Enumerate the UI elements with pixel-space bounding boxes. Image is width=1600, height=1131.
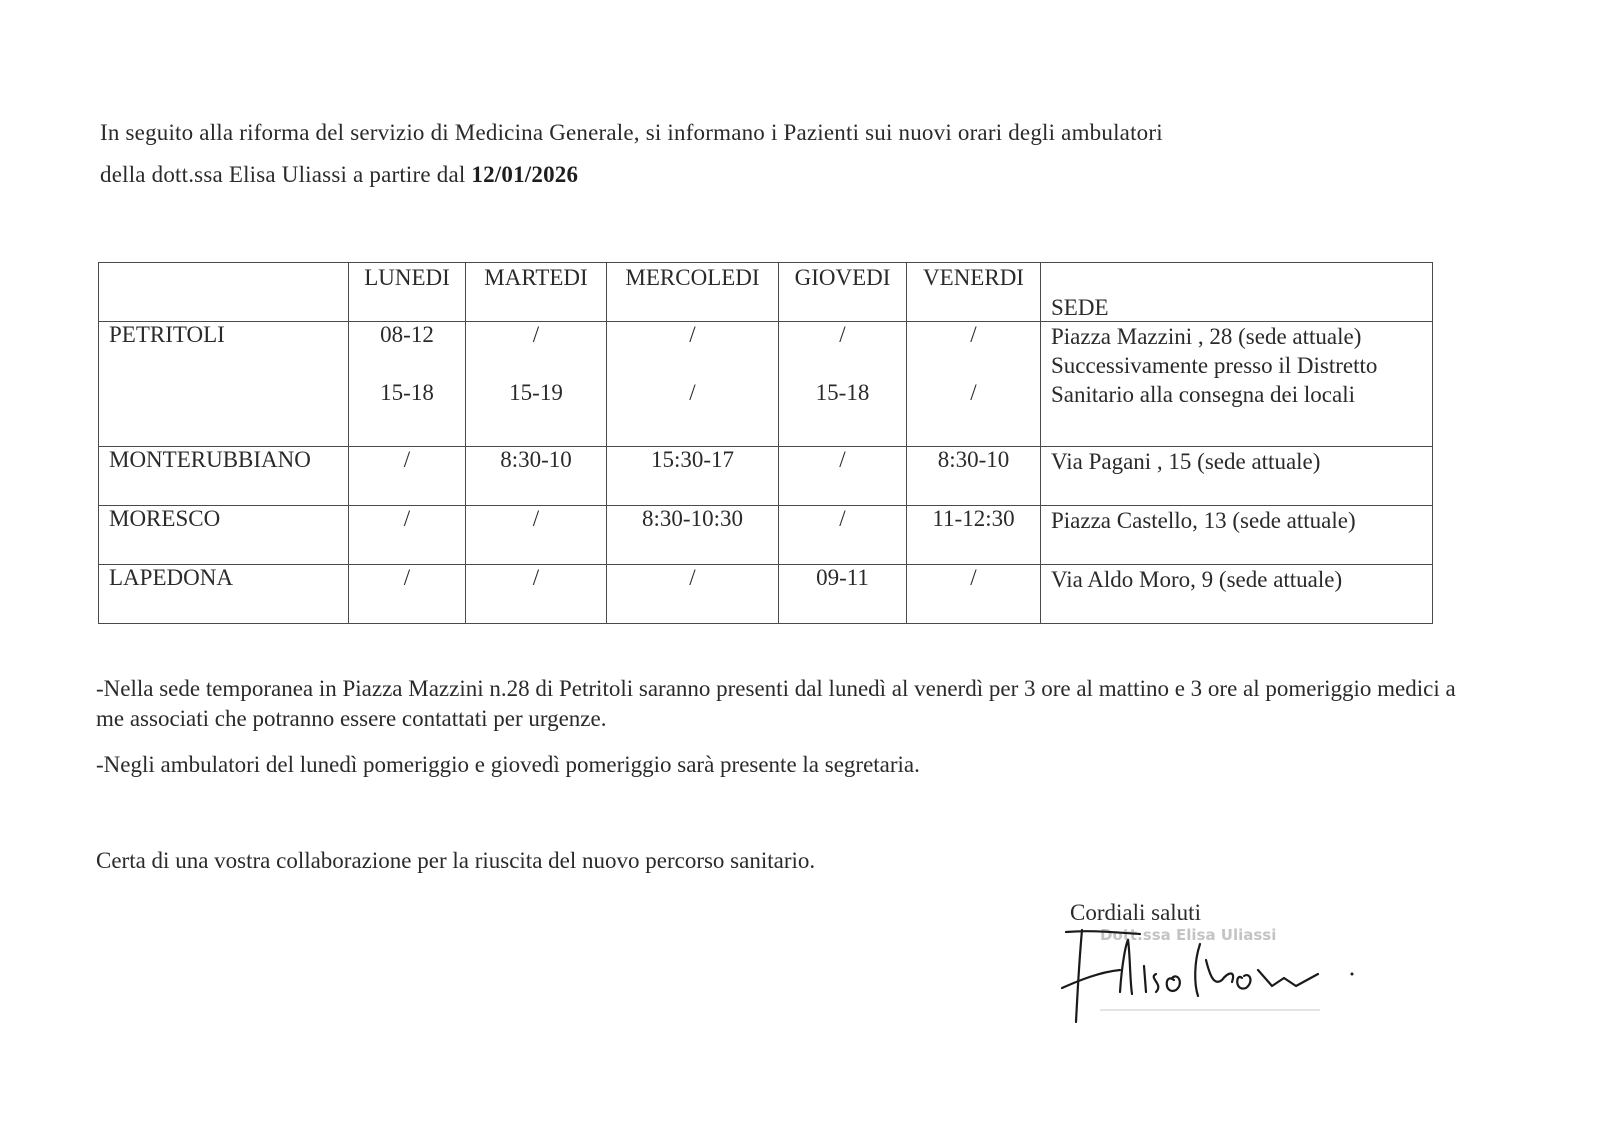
intro-line-1: In seguito alla riforma del servizio di Medicina Generale, si informano i Pazienti sui nuovi orari degli ambulatori (100, 120, 1163, 145)
cell-lunedi: / (349, 565, 466, 624)
header-martedi: MARTEDI (466, 263, 607, 322)
cell-venerdi: 8:30-10 (907, 447, 1041, 506)
schedule-table (98, 262, 1433, 624)
table-row-moresco (99, 506, 1433, 565)
notes (96, 674, 1456, 796)
slot-morning: 08-12 (380, 322, 434, 347)
table-row-petritoli (99, 322, 1433, 447)
greeting: Cordiali saluti (1070, 900, 1201, 925)
svg-text:Dott.ssa Elisa Uliassi: Dott.ssa Elisa Uliassi (1100, 926, 1277, 944)
cell-mercoledi: / (607, 565, 779, 624)
slot-afternoon: / (970, 380, 977, 405)
cell-martedi: / (466, 565, 607, 624)
table-header-row (99, 263, 1433, 322)
slot-morning: / (689, 322, 696, 347)
header-lunedi: LUNEDI (349, 263, 466, 322)
cell-giovedi (779, 322, 907, 447)
table-row-lapedona (99, 565, 1433, 624)
cell-sede: Piazza Castello, 13 (sede attuale) (1041, 506, 1433, 565)
cell-venerdi (907, 322, 1041, 447)
slot-morning: / (970, 322, 977, 347)
cell-lunedi: / (349, 506, 466, 565)
slot-morning: / (839, 322, 846, 347)
cell-lunedi (349, 322, 466, 447)
cell-mercoledi: 15:30-17 (607, 447, 779, 506)
cell-martedi (466, 322, 607, 447)
slot-afternoon: 15-18 (815, 380, 870, 405)
cell-venerdi: 11-12:30 (907, 506, 1041, 565)
intro-text (100, 112, 1480, 196)
cell-martedi: / (466, 506, 607, 565)
cell-sede: Via Pagani , 15 (sede attuale) (1041, 447, 1433, 506)
header-venerdi: VENERDI (907, 263, 1041, 322)
intro-line-2-prefix: della dott.ssa Elisa Uliassi a partire dal (100, 162, 472, 187)
table-row-monterubbiano (99, 447, 1433, 506)
closing-text: Certa di una vostra collaborazione per la riuscita del nuovo percorso sanitario. (96, 848, 816, 873)
note-temporary-office: -Nella sede temporanea in Piazza Mazzini n.28 di Petritoli saranno presenti dal lunedì al venerdì per 3 ore al mattino e 3 ore al pomeriggio medici a me associati che potranno essere contattati per urgenze. (96, 676, 1456, 731)
slot-afternoon: 15-19 (509, 380, 563, 405)
cell-mercoledi (607, 322, 779, 447)
header-sede: SEDE (1041, 263, 1433, 322)
signature-icon (1060, 922, 1360, 1032)
cell-sede: Piazza Mazzini , 28 (sede attuale) Successivamente presso il Distretto Sanitario alla consegna dei locali (1041, 322, 1433, 447)
cell-giovedi: / (779, 506, 907, 565)
intro-line-2 (100, 154, 1480, 196)
slot-morning: / (532, 322, 540, 347)
cell-giovedi: 09-11 (779, 565, 907, 624)
place-name: PETRITOLI (99, 322, 349, 447)
slot-afternoon: 15-18 (380, 380, 434, 405)
note-secretary: -Negli ambulatori del lunedì pomeriggio e giovedì pomeriggio sarà presente la segretaria. (96, 752, 920, 777)
cell-sede: Via Aldo Moro, 9 (sede attuale) (1041, 565, 1433, 624)
place-name: MONTERUBBIANO (99, 447, 349, 506)
header-mercoledi: MERCOLEDI (607, 263, 779, 322)
cell-lunedi: / (349, 447, 466, 506)
cell-giovedi: / (779, 447, 907, 506)
cell-venerdi: / (907, 565, 1041, 624)
header-empty (99, 263, 349, 322)
cell-mercoledi: 8:30-10:30 (607, 506, 779, 565)
place-name: MORESCO (99, 506, 349, 565)
slot-afternoon: / (689, 380, 696, 405)
place-name: LAPEDONA (99, 565, 349, 624)
cell-martedi: 8:30-10 (466, 447, 607, 506)
header-giovedi: GIOVEDI (779, 263, 907, 322)
start-date: 12/01/2026 (471, 162, 579, 187)
